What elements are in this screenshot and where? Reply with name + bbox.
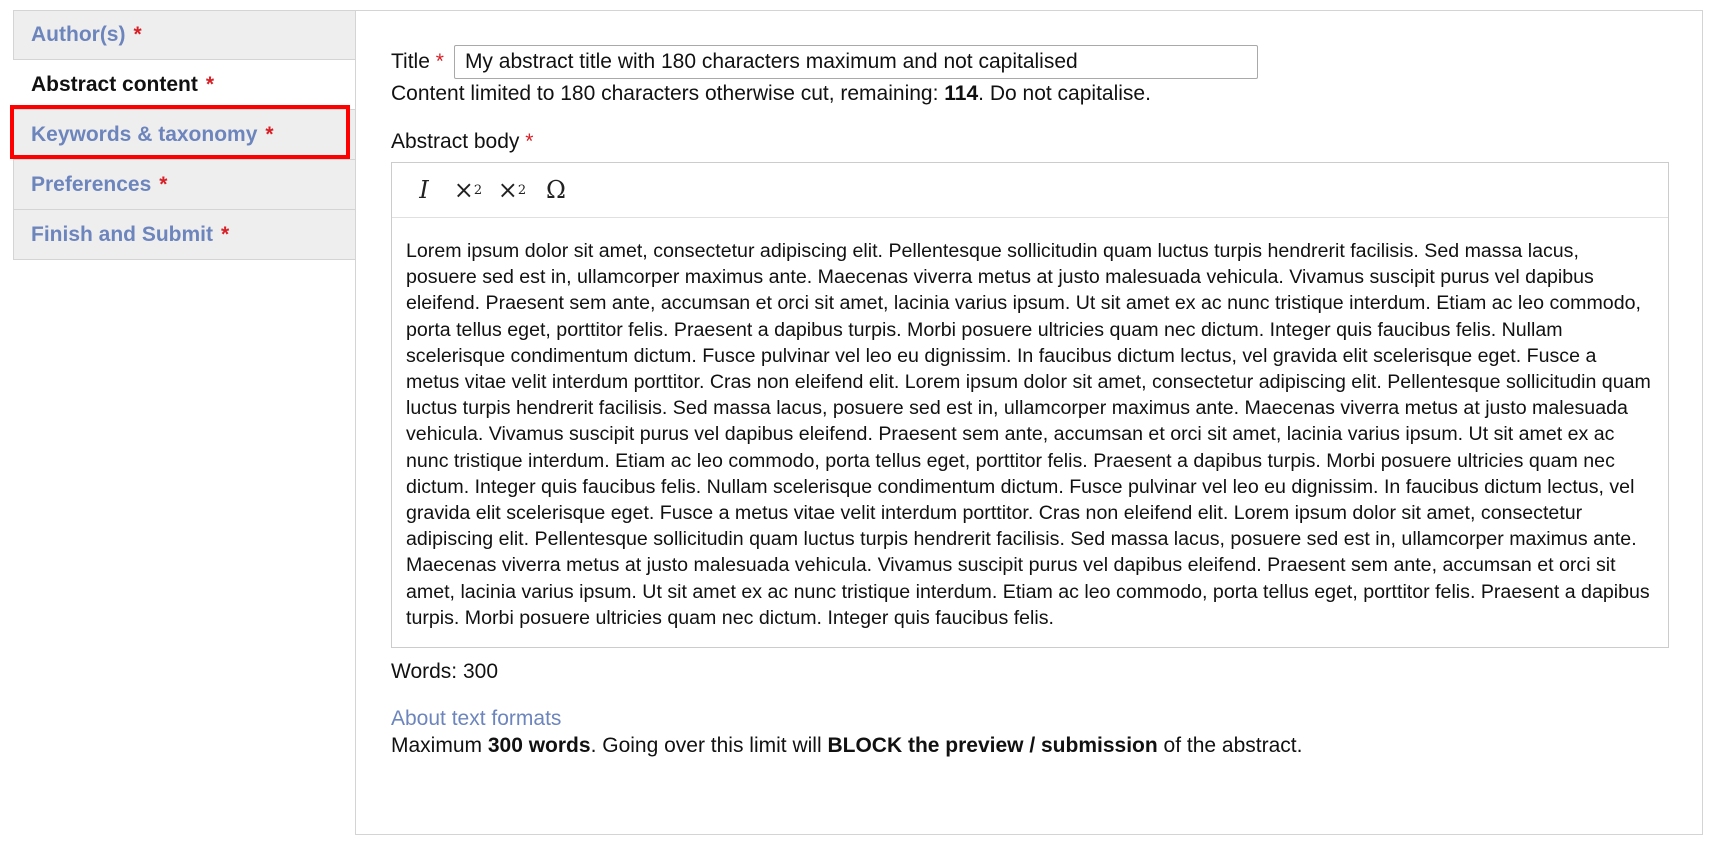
- remaining-count: 114: [944, 82, 979, 105]
- required-marker: *: [205, 72, 215, 96]
- required-marker: *: [525, 130, 534, 153]
- word-count-value: 300: [462, 660, 499, 684]
- title-label: Title *: [391, 50, 444, 73]
- required-marker: *: [133, 23, 142, 46]
- word-limit-note: Maximum 300 words. Going over this limit will BLOCK the preview / submission of the abstract.: [391, 734, 1303, 758]
- required-marker: *: [265, 122, 274, 146]
- tab-keywords-taxonomy[interactable]: [13, 110, 356, 160]
- tab-abstract-content[interactable]: [13, 60, 356, 110]
- italic-icon[interactable]: I: [419, 176, 429, 204]
- abstract-body-textarea[interactable]: Lorem ipsum dolor sit amet, consectetur adipiscing elit. Pellentesque sollicitudin quam luctus turpis hendrerit facilisis. Sed massa lacus, posuere sed est in, ullamcorper maximus ante. Maecenas viverra metus at justo malesuada vehicula. Vivamus suscipit purus vel dapibus eleifend. Praesent sem ante, accumsan et orci sit amet, lacinia varius ipsum. Ut sit amet ex ac nunc tristique interdum. Etiam ac leo commodo, porta tellus eget, porttitor felis. Praesent a dapibus turpis. Morbi posuere ultricies quam nec dictum. Integer quis faucibus felis. Nullam scelerisque condimentum dictum. Fusce pulvinar vel leo eu dignissim. In faucibus dictum lectus, vel gravida elit scelerisque eget. Fusce a metus vitae velit interdum porttitor. Cras non eleifend elit. Lorem ipsum dolor sit amet, consectetur adipiscing elit. Pellentesque sollicitudin quam luctus turpis hendrerit facilisis. Sed massa lacus, posuere sed est in, ullamcorper maximus ante. Maecenas viverra metus at justo malesuada vehicula. Vivamus suscipit purus vel dapibus eleifend. Praesent sem ante, accumsan et orci sit amet, lacinia varius ipsum. Ut sit amet ex ac nunc tristique interdum. Etiam ac leo commodo, porta tellus eget, porttitor felis. Praesent a dapibus turpis. Morbi posuere ultricies quam nec dictum. Integer quis faucibus felis. Nullam scelerisque condimentum dictum. Fusce pulvinar vel leo eu dignissim. In faucibus dictum lectus, vel gravida elit scelerisque eget. Fusce a metus vitae velit interdum porttitor. Cras non eleifend elit. Lorem ipsum dolor sit amet, consectetur adipiscing elit. Pellentesque sollicitudin quam luctus turpis hendrerit facilisis. Sed massa lacus, posuere sed est in, ullamcorper maximus ante. Maecenas viverra metus at justo malesuada vehicula. Vivamus suscipit purus vel dapibus eleifend. Praesent sem ante, accumsan et orci sit amet, lacinia varius ipsum. Ut sit amet ex ac nunc tristique interdum. Etiam ac leo commodo, porta tellus eget, porttitor felis. Praesent a dapibus turpis. Morbi posuere ultricies quam nec dictum. Integer quis faucibus felis.: [406, 240, 1651, 629]
- title-help-text: Content limited to 180 characters otherwise cut, remaining: 114. Do not capitalise.: [391, 82, 1151, 105]
- rich-text-editor: [391, 162, 1669, 648]
- required-marker: *: [159, 172, 168, 196]
- tab-authors[interactable]: [13, 10, 356, 60]
- abstract-body-label: Abstract body *: [391, 130, 534, 153]
- vertical-tabs: [13, 10, 356, 260]
- title-input[interactable]: [454, 45, 1258, 79]
- word-count: Words: 300: [391, 660, 499, 684]
- title-field-row: [391, 45, 1681, 79]
- abstract-form: [391, 45, 1681, 760]
- tab-content-panel: [355, 10, 1703, 835]
- required-marker: *: [221, 222, 230, 246]
- tab-label: Preferences: [31, 172, 152, 196]
- tab-label: Finish and Submit: [31, 222, 213, 246]
- required-marker: *: [435, 50, 444, 73]
- tab-preferences[interactable]: [13, 160, 356, 210]
- tab-label: Keywords & taxonomy: [31, 122, 258, 146]
- superscript-icon[interactable]: × 2: [497, 176, 527, 204]
- tab-label: Abstract content: [31, 72, 198, 96]
- tab-finish-submit[interactable]: [13, 210, 356, 260]
- special-character-icon[interactable]: Ω: [546, 176, 566, 204]
- about-text-formats-link[interactable]: About text formats: [391, 707, 562, 731]
- subscript-icon[interactable]: × 2: [453, 176, 483, 204]
- tab-label: Author(s): [31, 23, 126, 46]
- editor-toolbar: [392, 163, 1668, 218]
